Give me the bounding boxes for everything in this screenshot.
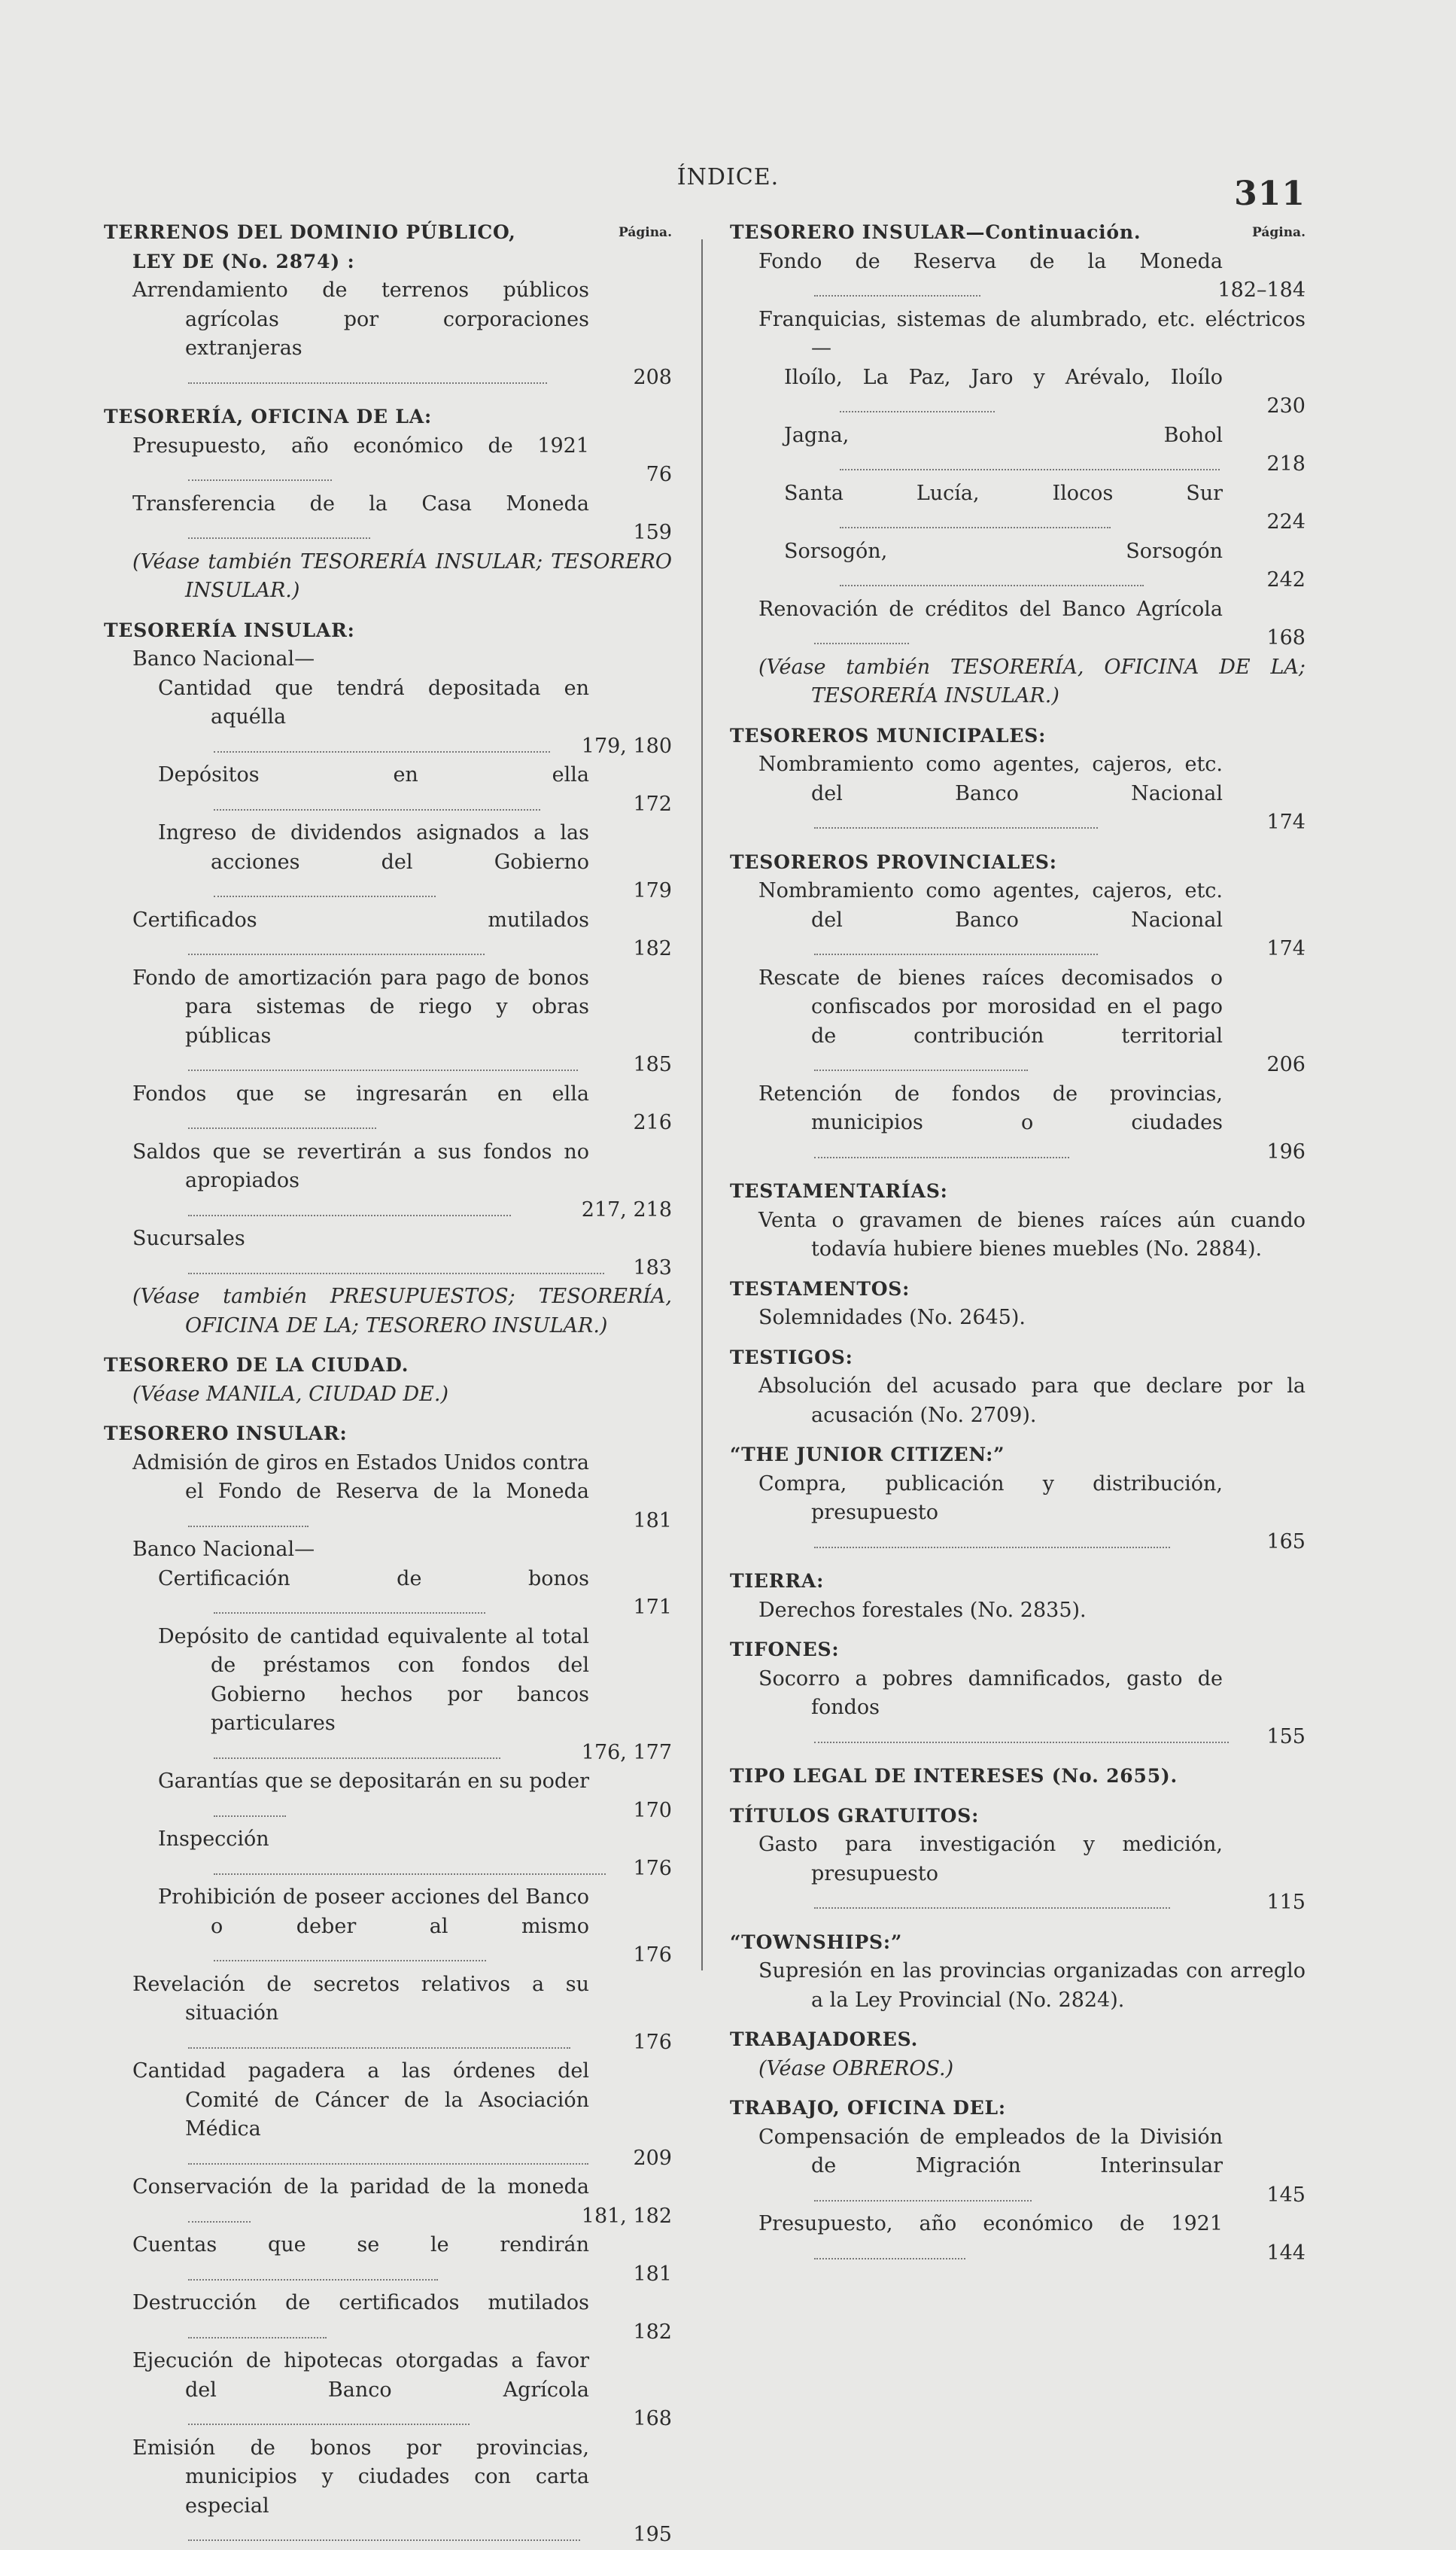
- dot-leader: [188, 1127, 376, 1129]
- item-text: (Véase también PRESUPUESTOS; TESORERÍA, OFICINA DE LA; TESORERO INSULAR.): [132, 1285, 672, 1337]
- index-item: Emisión de bonos por provincias, municipios y ciudades con carta especial 195: [132, 2436, 672, 2546]
- index-item: Renovación de créditos del Banco Agrícola 168: [758, 597, 1306, 650]
- entry-heading: [730, 1275, 1306, 1304]
- item-text: Cantidad pagadera a las órdenes del Comité de Cáncer de la Asociación Médica: [132, 2059, 589, 2141]
- entry-heading-text: TRABAJADORES.: [730, 2028, 919, 2050]
- item-text: Nombramiento como agentes, cajeros, etc. del Banco Nacional: [758, 879, 1223, 932]
- index-entry: [730, 722, 1306, 838]
- index-item: Cuentas que se le rendirán 181: [132, 2233, 672, 2286]
- entry-heading-text: TESTAMENTOS:: [730, 1277, 910, 1300]
- entry-heading: [104, 1351, 672, 1380]
- index-item: Ejecución de hipotecas otorgadas a favor del Banco Agrícola 168: [132, 2349, 672, 2430]
- dot-leader: [214, 1873, 606, 1875]
- dot-leader: [814, 1547, 1170, 1548]
- dot-leader: [188, 1273, 604, 1274]
- index-item: [730, 306, 1306, 364]
- entry-heading-text: TESORERO INSULAR:: [104, 1423, 348, 1444]
- dot-leader: [814, 1907, 1170, 1909]
- dot-leader: [188, 2163, 588, 2165]
- index-item: Admisión de giros en Estados Unidos contra el Fondo de Reserva de la Moneda 181: [132, 1450, 672, 1532]
- index-item: Certificación de bonos 171: [158, 1566, 672, 1619]
- index-entry: [730, 2025, 1306, 2083]
- entry-heading-text: “TOWNSHIPS:”: [730, 1931, 903, 1953]
- index-entry: [104, 1420, 672, 2550]
- left-column: [104, 218, 672, 2550]
- index-item: Destrucción de certificados mutilados 182: [132, 2291, 672, 2344]
- entry-heading: [104, 218, 672, 248]
- index-entry: [104, 218, 672, 392]
- entry-heading: [730, 2025, 1306, 2055]
- page-reference: 182–184: [1217, 278, 1306, 302]
- index-item: [730, 248, 1306, 306]
- index-item: Santa Lucía, Ilocos Sur 224: [784, 481, 1306, 534]
- index-item: Arrendamiento de terrenos públicos agrícolas por corporaciones extranjeras 208: [132, 278, 672, 389]
- item-text: (Véase OBREROS.): [758, 2056, 954, 2080]
- item-text: Cuentas que se le rendirán: [132, 2233, 589, 2256]
- index-entry: [730, 1762, 1306, 1791]
- index-item: Iloílo, La Paz, Jaro y Arévalo, Iloílo 230: [784, 365, 1306, 418]
- item-text: Jagna, Bohol: [784, 423, 1223, 447]
- index-item: [104, 2173, 672, 2231]
- index-entry: [730, 1275, 1306, 1333]
- dot-leader: [814, 827, 1098, 829]
- entry-heading: [730, 722, 1306, 751]
- entry-heading-text: TESORERÍA, OFICINA DE LA:: [104, 406, 433, 428]
- entry-heading-continuation: LEY DE (No. 2874) :: [132, 250, 355, 272]
- cross-reference: [730, 653, 1306, 711]
- index-item: Compra, publicación y distribución, presupuesto 165: [758, 1471, 1306, 1553]
- item-text: Inspección: [158, 1827, 269, 1851]
- item-text: Franquicias, sistemas de alumbrado, etc. eléctricos—: [758, 307, 1306, 360]
- entry-heading-text: “THE JUNIOR CITIZEN:”: [730, 1444, 1005, 1465]
- index-entry: [730, 848, 1306, 1167]
- index-entry: [730, 1636, 1306, 1751]
- item-text: Conservación de la paridad de la moneda: [132, 2175, 589, 2199]
- dot-leader: [840, 585, 1144, 586]
- item-text: Nombramiento como agentes, cajeros, etc. del Banco Nacional: [758, 753, 1223, 805]
- entry-heading: [730, 1177, 1306, 1207]
- right-column: [730, 218, 1306, 2268]
- dot-leader: [214, 1757, 500, 1759]
- dot-leader: [188, 1215, 511, 1216]
- index-entry: [730, 1441, 1306, 1556]
- dot-leader: [188, 537, 370, 539]
- item-text: Presupuesto, año económico de 1921: [758, 2212, 1223, 2235]
- dot-leader: [188, 2221, 251, 2223]
- entry-heading-text: TESOREROS PROVINCIALES:: [730, 851, 1057, 873]
- item-text: Iloílo, La Paz, Jaro y Arévalo, Iloílo: [784, 365, 1223, 389]
- dot-leader: [214, 1815, 286, 1817]
- index-item: Revelación de secretos relativos a su situación 176: [132, 1972, 672, 2054]
- entry-heading: [104, 403, 672, 432]
- index-entry: [730, 218, 1306, 711]
- item-text: Banco Nacional—: [132, 647, 315, 671]
- index-entry: [730, 1567, 1306, 1625]
- item-text: (Véase también TESORERÍA, OFICINA DE LA; TESORERÍA INSULAR.): [758, 655, 1306, 707]
- index-item: Nombramiento como agentes, cajeros, etc. del Banco Nacional 174: [758, 753, 1306, 834]
- index-item: [104, 645, 672, 674]
- dot-leader: [188, 2047, 570, 2049]
- item-text: Fondo de Reserva de la Moneda: [758, 249, 1223, 273]
- entry-heading-text: TIFONES:: [730, 1639, 840, 1660]
- item-text: Ingreso de dividendos asignados a las acciones del Gobierno: [158, 821, 589, 874]
- item-text: Derechos forestales (No. 2835).: [758, 1598, 1087, 1622]
- item-text: Garantías que se depositarán en su poder: [158, 1769, 589, 1793]
- entry-heading-text: TERRENOS DEL DOMINIO PÚBLICO,: [104, 221, 516, 243]
- entry-heading-text: TESTIGOS:: [730, 1346, 853, 1368]
- dot-leader: [188, 2539, 580, 2541]
- dot-leader: [188, 382, 547, 384]
- entry-heading: [730, 2094, 1306, 2123]
- entry-heading-text: TESTAMENTARÍAS:: [730, 1180, 948, 1202]
- dot-leader: [188, 1070, 578, 1071]
- item-text: (Véase también TESORERÍA INSULAR; TESORERO INSULAR.): [132, 549, 672, 602]
- item-text: Ejecución de hipotecas otorgadas a favor del Banco Agrícola: [132, 2349, 589, 2402]
- item-text: Admisión de giros en Estados Unidos contra el Fondo de Reserva de la Moneda: [132, 1450, 589, 1503]
- index-item: Fondos que se ingresarán en ella 216: [132, 1082, 672, 1134]
- index-item: Rescate de bienes raíces decomisados o confiscados por morosidad en el pago de contribución territorial 206: [758, 966, 1306, 1076]
- index-entry: [104, 403, 672, 606]
- dot-leader: [814, 2258, 965, 2259]
- item-text: Arrendamiento de terrenos públicos agrícolas por corporaciones extranjeras: [132, 278, 589, 360]
- page-reference: 179, 180: [581, 734, 672, 758]
- index-item: Socorro a pobres damnificados, gasto de fondos 155: [758, 1666, 1306, 1748]
- index-item: Compensación de empleados de la División de Migración Interinsular 145: [758, 2125, 1306, 2207]
- index-entry: [104, 1351, 672, 1409]
- index-item: Presupuesto, año económico de 1921 76: [132, 434, 672, 486]
- entry-heading-text: TESORERÍA INSULAR:: [104, 619, 355, 641]
- dot-leader: [814, 295, 980, 297]
- item-text: Gasto para investigación y medición, presupuesto: [758, 1833, 1223, 1885]
- dot-leader: [188, 954, 485, 955]
- entry-heading: [730, 1802, 1306, 1831]
- entry-heading-text: TIERRA:: [730, 1570, 825, 1592]
- dot-leader: [814, 643, 909, 644]
- item-text: Depósito de cantidad equivalente al total de préstamos con fondos del Gobierno hechos por bancos particulares: [158, 1624, 589, 1735]
- entry-heading: [730, 1928, 1306, 1958]
- dot-leader: [840, 469, 1220, 470]
- item-text: Solemnidades (No. 2645).: [758, 1306, 1026, 1329]
- item-text: Transferencia de la Casa Moneda: [132, 491, 589, 516]
- index-item: Cantidad pagadera a las órdenes del Comité de Cáncer de la Asociación Médica 209: [132, 2059, 672, 2170]
- item-text: Compensación de empleados de la División de Migración Interinsular: [758, 2125, 1223, 2177]
- item-text: Fondos que se ingresarán en ella: [132, 1082, 589, 1106]
- item-text: Depósitos en ella: [158, 763, 589, 787]
- entry-heading-text: TÍTULOS GRATUITOS:: [730, 1804, 980, 1827]
- entry-heading-text: TIPO LEGAL DE INTERESES (No. 2655).: [730, 1765, 1178, 1787]
- page-column-label: Página.: [619, 225, 672, 240]
- cross-reference: [730, 2055, 1306, 2084]
- index-item: Fondo de amortización para pago de bonos para sistemas de riego y obras públicas 185: [132, 966, 672, 1076]
- cross-reference: [104, 1380, 672, 1410]
- item-text: Rescate de bienes raíces decomisados o confiscados por morosidad en el pago de contribución territorial: [758, 966, 1223, 1048]
- index-item: Transferencia de la Casa Moneda 159: [132, 491, 672, 544]
- index-item: Jagna, Bohol 218: [784, 423, 1306, 476]
- dot-leader: [840, 527, 1111, 528]
- dot-leader: [188, 2424, 470, 2425]
- dot-leader: [814, 1070, 1028, 1071]
- dot-leader: [188, 1526, 309, 1527]
- entry-heading-text: TRABAJO, OFICINA DEL:: [730, 2097, 1006, 2119]
- item-text: Retención de fondos de provincias, municipios o ciudades: [758, 1082, 1223, 1134]
- entry-heading-text: TESORERO DE LA CIUDAD.: [104, 1354, 409, 1376]
- entry-heading: [104, 1420, 672, 1449]
- entry-heading: [730, 218, 1306, 248]
- dot-leader: [840, 411, 995, 412]
- entry-heading: [730, 1636, 1306, 1665]
- index-item: Presupuesto, año económico de 1921 144: [758, 2212, 1306, 2265]
- dot-leader: [214, 1960, 486, 1961]
- page-title: ÍNDICE.: [676, 164, 780, 190]
- item-text: Sucursales: [132, 1227, 245, 1250]
- dot-leader: [188, 2337, 327, 2339]
- index-entry: [730, 1343, 1306, 1431]
- item-text: Presupuesto, año económico de 1921: [132, 434, 589, 458]
- index-entry: [104, 616, 672, 1341]
- cross-reference: [104, 1283, 672, 1340]
- index-item: [730, 1957, 1306, 2015]
- item-text: Renovación de créditos del Banco Agrícola: [758, 597, 1223, 621]
- index-item: Sucursales 183: [132, 1227, 672, 1280]
- page-reference: 181, 182: [581, 2204, 672, 2228]
- dot-leader: [814, 2200, 1032, 2202]
- item-text: Santa Lucía, Ilocos Sur: [784, 481, 1223, 505]
- dot-leader: [814, 1157, 1069, 1158]
- entry-heading: [730, 1343, 1306, 1373]
- index-entry: [730, 1928, 1306, 2016]
- entry-heading: [730, 1441, 1306, 1470]
- item-text: (Véase MANILA, CIUDAD DE.): [132, 1382, 449, 1406]
- index-entry: [730, 2094, 1306, 2268]
- dot-leader: [188, 479, 332, 481]
- index-entry: [730, 1802, 1306, 1918]
- index-item: [104, 1138, 672, 1225]
- index-item: [730, 1207, 1306, 1264]
- index-item: Retención de fondos de provincias, municipios o ciudades 196: [758, 1082, 1306, 1164]
- item-text: Supresión en las provincias organizadas con arreglo a la Ley Provincial (No. 2824).: [758, 1959, 1306, 2012]
- item-text: Prohibición de poseer acciones del Banco o deber al mismo: [158, 1885, 589, 1938]
- entry-heading: [730, 1762, 1306, 1791]
- item-text: Absolución del acusado para que declare por la acusación (No. 2709).: [758, 1374, 1306, 1427]
- index-item: [104, 1623, 672, 1768]
- dot-leader: [214, 896, 436, 897]
- index-item: Garantías que se depositarán en su poder 170: [158, 1769, 672, 1822]
- dot-leader: [188, 2279, 438, 2281]
- dot-leader: [214, 751, 550, 753]
- index-item: Nombramiento como agentes, cajeros, etc. del Banco Nacional 174: [758, 879, 1306, 960]
- item-text: Revelación de secretos relativos a su situación: [132, 1972, 589, 2025]
- page-reference: 217, 218: [581, 1197, 672, 1222]
- entry-heading-text: TESOREROS MUNICIPALES:: [730, 724, 1047, 747]
- entry-heading-text: TESORERO INSULAR—Continuación.: [730, 221, 1141, 243]
- index-item: [104, 674, 672, 762]
- index-item: [730, 1372, 1306, 1430]
- index-item: Inspección 176: [158, 1827, 672, 1880]
- item-text: Venta o gravamen de bienes raíces aún cuando todavía hubiere bienes muebles (No. 2884).: [758, 1208, 1306, 1261]
- item-text: Fondo de amortización para pago de bonos para sistemas de riego y obras públicas: [132, 966, 589, 1048]
- dot-leader: [214, 1612, 485, 1614]
- item-text: Certificados mutilados: [132, 908, 589, 932]
- index-item: Sorsogón, Sorsogón 242: [784, 539, 1306, 592]
- item-text: Saldos que se revertirán a sus fondos no apropiados: [132, 1140, 589, 1192]
- index-item: [730, 1596, 1306, 1626]
- index-item: Certificados mutilados 182: [132, 908, 672, 960]
- entry-heading: [104, 616, 672, 646]
- item-text: Cantidad que tendrá depositada en aquélla: [158, 676, 589, 729]
- page-column-label: Página.: [1252, 225, 1306, 240]
- item-text: Sorsogón, Sorsogón: [784, 539, 1223, 563]
- page-reference: 176, 177: [581, 1740, 672, 1764]
- item-text: Certificación de bonos: [158, 1566, 589, 1590]
- column-divider: [701, 239, 703, 1970]
- index-item: Depósitos en ella 172: [158, 763, 672, 816]
- dot-leader: [214, 809, 540, 811]
- index-item: Gasto para investigación y medición, presupuesto 115: [758, 1833, 1306, 1914]
- cross-reference: [104, 548, 672, 606]
- entry-heading: [730, 848, 1306, 878]
- item-text: Compra, publicación y distribución, presupuesto: [758, 1471, 1223, 1524]
- item-text: Banco Nacional—: [132, 1538, 315, 1561]
- item-text: Emisión de bonos por provincias, municipios y ciudades con carta especial: [132, 2436, 589, 2518]
- index-item: Ingreso de dividendos asignados a las acciones del Gobierno 179: [158, 821, 672, 902]
- entry-heading: [730, 1567, 1306, 1596]
- index-item: Prohibición de poseer acciones del Banco o deber al mismo 176: [158, 1885, 672, 1967]
- page-number: 311: [1234, 175, 1306, 213]
- index-item: [104, 1535, 672, 1565]
- item-text: Destrucción de certificados mutilados: [132, 2291, 589, 2314]
- dot-leader: [814, 954, 1098, 955]
- item-text: Socorro a pobres damnificados, gasto de fondos: [758, 1666, 1223, 1719]
- index-entry: [730, 1177, 1306, 1264]
- index-item: [730, 1304, 1306, 1333]
- dot-leader: [814, 1742, 1229, 1743]
